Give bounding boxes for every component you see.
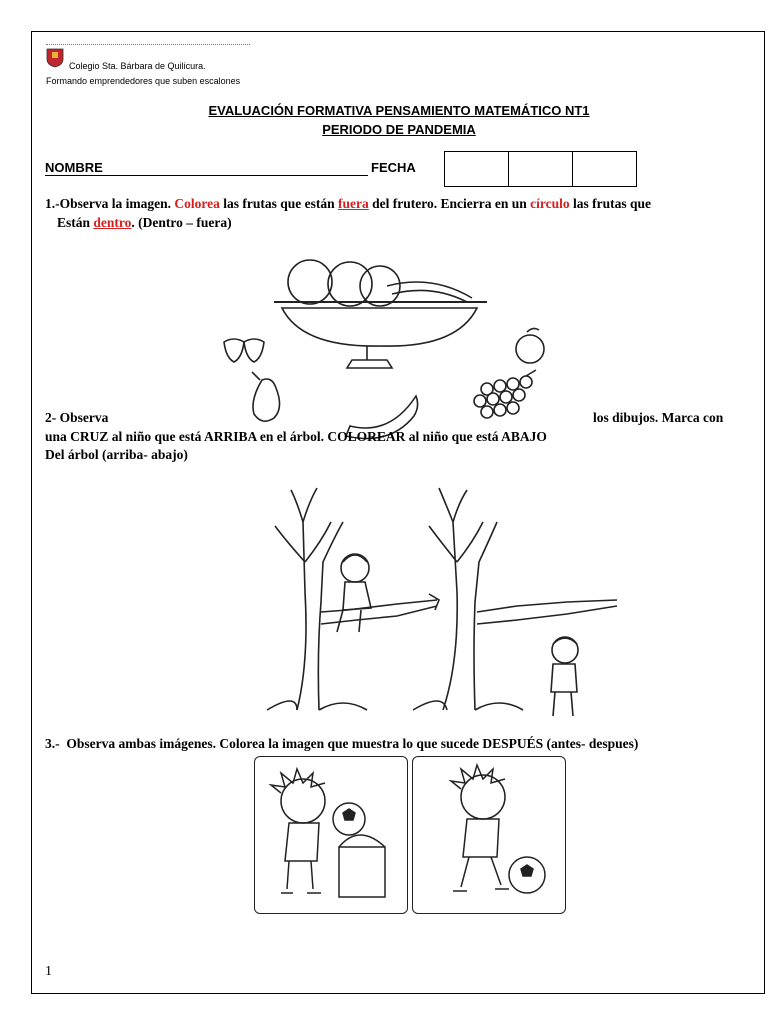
school-name: Colegio Sta. Bárbara de Quilicura. (69, 61, 206, 71)
question-2-text-line2: una CRUZ al niño que está ARRIBA en el árbol. COLOREAR al niño que está ABAJO (45, 429, 547, 444)
fruit-bowl (274, 260, 487, 368)
panel-after[interactable] (412, 756, 566, 914)
boy-kicking-ball-illustration (413, 757, 567, 915)
question-3-text: 3.- Observa ambas imágenes. Colorea la imagen que muestra lo que sucede DESPUÉS (antes- despues) (45, 736, 639, 751)
school-header (46, 46, 286, 90)
trees-illustration (247, 482, 592, 712)
question-2-text-line3: Del árbol (arriba- abajo) (45, 447, 188, 462)
school-logo-icon (46, 48, 64, 68)
page-subtitle: PERIODO DE PANDEMIA (322, 122, 476, 137)
peach (516, 328, 544, 363)
pear (252, 372, 280, 421)
question-2-intro: 2- Observa (45, 410, 109, 425)
question-2-text-right: los dibujos. Marca con (593, 410, 724, 425)
header-dotted-line (46, 44, 250, 45)
boy-ball-gift-illustration (255, 757, 409, 915)
boy-under-tree (551, 637, 578, 716)
question-1-text: 1.-Observa la imagen. Colorea las frutas que están fuera del frutero. Encierra en un círculo las frutas que (45, 196, 652, 211)
name-label: NOMBRE (45, 160, 103, 175)
page-title: EVALUACIÓN FORMATIVA PENSAMIENTO MATEMÁTICO NT1 (208, 103, 590, 118)
strawberries (224, 339, 264, 362)
fruit-bowl-illustration (182, 254, 512, 414)
date-box-month[interactable] (508, 151, 573, 187)
date-label: FECHA (371, 160, 416, 175)
grapes (474, 370, 536, 418)
date-box-year[interactable] (572, 151, 637, 187)
tree-left (267, 488, 439, 710)
date-box-day[interactable] (444, 151, 509, 187)
worksheet-page (31, 31, 765, 994)
question-1-text-line2: Están dentro. (Dentro – fuera) (57, 215, 232, 230)
panel-before[interactable] (254, 756, 408, 914)
school-motto: Formando emprendedores que suben escalones (46, 76, 241, 86)
tree-right (413, 488, 617, 710)
page-number: 1 (45, 964, 52, 979)
name-field[interactable] (45, 160, 368, 176)
